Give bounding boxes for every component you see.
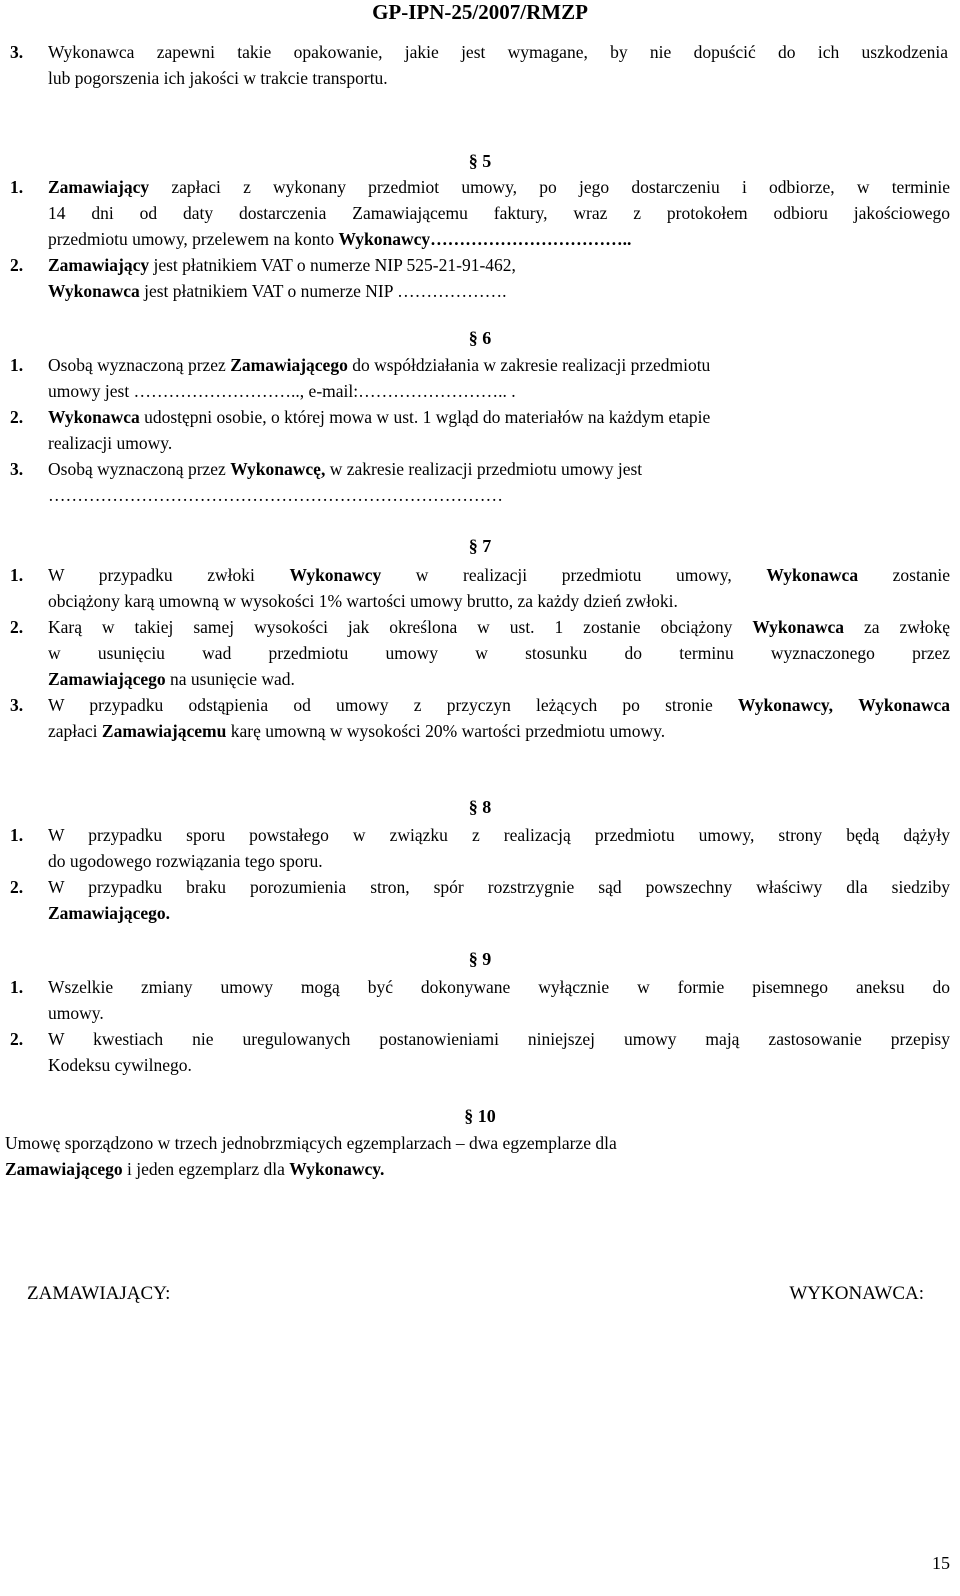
section-7-title: § 7	[468, 536, 492, 556]
s6-p2-line1: Wykonawca udostępni osobie, o której mowa w ust. 1 wgląd do materiałów na każdym etapie	[48, 407, 711, 427]
s5-p1-line2: 14 dni od daty dostarczenia Zamawiającemu faktury, wraz z protokołem odbioru jakościowego	[48, 203, 950, 223]
s10-line1: Umowę sporządzono w trzech jednobrzmiących egzemplarzach – dwa egzemplarze dla	[5, 1133, 617, 1153]
bold-term: Wykonawcy.	[289, 1159, 385, 1179]
bold-term: Wykonawca	[752, 617, 845, 637]
s7-p2-line2: w usunięciu wad przedmiotu umowy w stosunku do terminu wyznaczonego przez	[48, 643, 950, 663]
s8-p1-line1: W przypadku sporu powstałego w związku z realizacją przedmiotu umowy, strony będą dążyły	[48, 825, 950, 845]
document-id-header: GP-IPN-25/2007/RMZP	[372, 0, 588, 24]
section-5-title: § 5	[468, 151, 492, 171]
s5-p1-line3: przedmiotu umowy, przelewem na konto Wykonawcy……………………………..	[48, 229, 632, 249]
item-number: 1.	[10, 825, 24, 845]
s9-p1-line2: umowy.	[48, 1003, 104, 1023]
page-number: 15	[932, 1553, 950, 1573]
bold-term: Zamawiającego	[5, 1159, 123, 1179]
item-number: 2.	[10, 407, 24, 427]
s5-p1-line1: Zamawiający zapłaci z wykonany przedmiot umowy, po jego dostarczeniu i odbiorze, w terminie	[48, 177, 950, 197]
bold-term: Zamawiający	[48, 255, 150, 275]
item-number: 3.	[10, 42, 24, 62]
s8-p2-line2	[48, 900, 950, 926]
s7-p2-line3: Zamawiającego na usunięcie wad.	[48, 669, 295, 689]
s6-p2-line2: realizacji umowy.	[48, 433, 173, 453]
signature-label-ordering-party: ZAMAWIAJĄCY:	[27, 1283, 171, 1304]
bold-term: Zamawiającego	[230, 355, 348, 375]
s9-p2-line1: W kwestiach nie uregulowanych postanowieniami niniejszej umowy mają zastosowanie przepisy	[48, 1029, 950, 1049]
bold-term: Wykonawcy	[289, 565, 382, 585]
signature-label-contractor: WYKONAWCA:	[789, 1283, 924, 1304]
s7-p1-line1: W przypadku zwłoki Wykonawcy w realizacji przedmiotu umowy, Wykonawca zostanie	[48, 565, 951, 585]
bold-term: Wykonawca	[48, 281, 140, 301]
s8-p2-line1: W przypadku braku porozumienia stron, spór rozstrzygnie sąd powszechny właściwy dla siedziby	[48, 877, 950, 897]
bold-term: Zamawiającego.	[48, 903, 170, 923]
s10-line2: Zamawiającego i jeden egzemplarz dla Wykonawcy.	[5, 1159, 385, 1179]
s5-p2-line1: Zamawiający jest płatnikiem VAT o numerze NIP 525-21-91-462,	[48, 255, 516, 275]
section-10-title: § 10	[464, 1106, 496, 1126]
s7-p3-line2: zapłaci Zamawiającemu karę umowną w wysokości 20% wartości przedmiotu umowy.	[48, 721, 666, 741]
s6-p1-line1: Osobą wyznaczoną przez Zamawiającego do współdziałania w zakresie realizacji przedmiotu	[48, 355, 711, 375]
bold-term: Wykonawca	[48, 407, 140, 427]
s6-p3-line2: ……………………………………………………………………	[48, 485, 503, 505]
section-8-title: § 8	[468, 797, 492, 817]
p3-top-line1: Wykonawca zapewni takie opakowanie, jakie jest wymagane, by nie dopuścić do ich uszkodzenia	[48, 42, 948, 62]
s7-p3-line1: W przypadku odstąpienia od umowy z przyczyn leżących po stronie Wykonawcy, Wykonawca	[48, 695, 950, 715]
item-number: 2.	[10, 877, 24, 897]
bold-term: Wykonawca	[766, 565, 859, 585]
item-number: 1.	[10, 177, 24, 197]
section-9-title: § 9	[468, 949, 492, 969]
bold-term: Zamawiającemu	[101, 721, 227, 741]
item-number: 3.	[10, 695, 24, 715]
item-number: 1.	[10, 565, 24, 585]
bold-term: Wykonawcy……………………………..	[338, 229, 632, 249]
s6-p1-line2: umowy jest ……………………….., e-mail:…………………….. .	[48, 381, 516, 401]
s7-p2-line1: Karą w takiej samej wysokości jak określona w ust. 1 zostanie obciążony Wykonawca za zwłokę	[48, 617, 950, 637]
bold-term: Wykonawcę,	[230, 459, 326, 479]
bold-term: Wykonawca	[858, 695, 950, 715]
s9-p2-line2: Kodeksu cywilnego.	[48, 1055, 192, 1075]
item-number: 1.	[10, 355, 24, 375]
bold-term: Zamawiającego	[48, 669, 166, 689]
s6-p3-line1: Osobą wyznaczoną przez Wykonawcę, w zakresie realizacji przedmiotu umowy jest	[48, 459, 643, 479]
item-number: 2.	[10, 617, 24, 637]
s5-p2-line2: Wykonawca jest płatnikiem VAT o numerze NIP ……………….	[48, 281, 507, 301]
s7-p1-line2: obciążony karą umowną w wysokości 1% wartości umowy brutto, za każdy dzień zwłoki.	[48, 591, 678, 611]
item-number: 2.	[10, 1029, 24, 1049]
item-number: 1.	[10, 977, 24, 997]
item-number: 2.	[10, 255, 24, 275]
item-number: 3.	[10, 459, 24, 479]
p3-top-line2: lub pogorszenia ich jakości w trakcie transportu.	[48, 68, 388, 88]
s8-p1-line2: do ugodowego rozwiązania tego sporu.	[48, 851, 323, 871]
section-6-title: § 6	[468, 328, 492, 348]
s9-p1-line1: Wszelkie zmiany umowy mogą być dokonywane wyłącznie w formie pisemnego aneksu do	[48, 977, 950, 997]
bold-term: Wykonawcy,	[737, 695, 834, 715]
bold-term: Zamawiający	[48, 177, 150, 197]
